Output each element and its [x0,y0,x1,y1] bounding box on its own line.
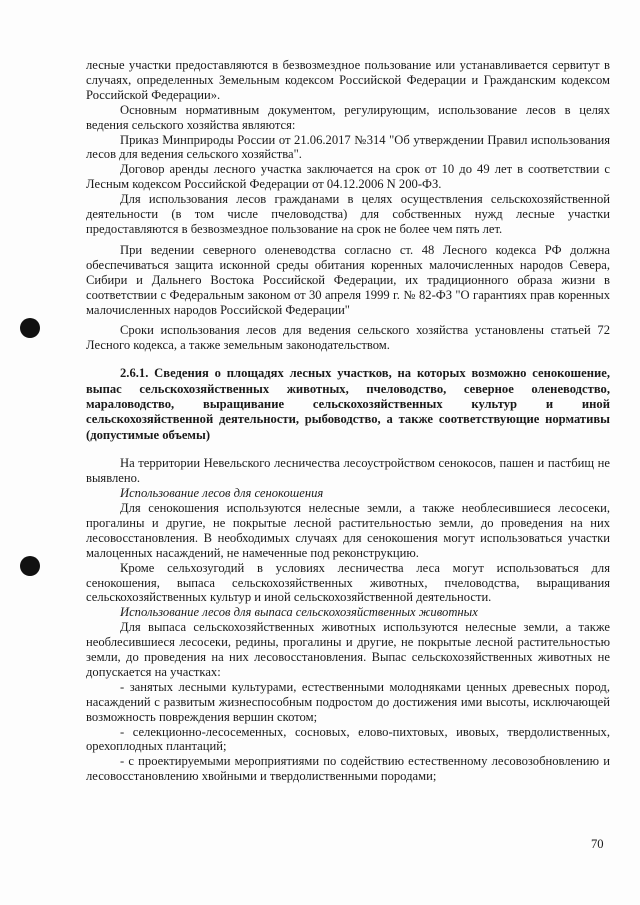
subheading-haymaking: Использование лесов для сенокошения [120,486,324,501]
paragraph-11: Для выпаса сельскохозяйственных животных используются нелесные земли, а также необлесившиеся лесосеки, редины, прогалины и другие, не покрытые лесной растительностью земли, до проведения на них лесовосстановления. Выпас сельскохозяйственных животных не допускается на участках: [86,620,610,679]
paragraph-8: На территории Невельского лесничества лесоустройством сенокосов, пашен и пастбищ не выявлено. [86,456,610,486]
paragraph-5: Для использования лесов гражданами в целях осуществления сельскохозяйственной деятельности (в том числе пчеловодства) для собственных нужд лесные участки предоставляются в безвозмездное пользование на срок не более чем пять лет. [86,192,610,236]
section-heading: 2.6.1. Сведения о площадях лесных участков, на которых возможно сенокошение, выпас сельскохозяйственных животных, пчеловодство, северное оленеводство, мараловодство, выращивание сельскохозяйственных культур и иной сельскохозяйственной деятельности, рыбоводство, а также соответствующие нормативы (допустимые объемы) [86,366,610,442]
list-item-1: - занятых лесными культурами, естественными молодняками ценных древесных пород, насаждений с развитым жизнеспособным подростом до достижения ими высоты, исключающей возможность повреждения вершин скотом; [86,679,610,724]
binder-hole-bottom [20,556,40,576]
subheading-grazing: Использование лесов для выпаса сельскохозяйственных животных [120,605,478,620]
paragraph-9: Для сенокошения используются нелесные земли, а также необлесившиеся лесосеки, прогалины и другие, не покрытые лесной растительностью земли, до проведения на них лесовосстановления. В необходимых случаях для сенокошения могут использоваться участки малоценных насаждений, не намеченные под реконструкцию. [86,500,610,560]
paragraph-2: Основным нормативным документом, регулирующим, использование лесов в целях ведения сельского хозяйства являются: [86,102,610,132]
paragraph-6: При ведении северного оленеводства согласно ст. 48 Лесного кодекса РФ должна обеспечиваться защита исконной среды обитания коренных малочисленных народов Севера, Сибири и Дальнего Востока Российской Федерации, их традиционного образа жизни в соответствии с Федеральным законом от 30 апреля 1999 г. № 82-ФЗ "О гарантиях прав коренных малочисленных народов Российской Федерации" [86,242,610,317]
paragraph-3: Приказ Минприроды России от 21.06.2017 №314 "Об утверждении Правил использования лесов для ведения сельского хозяйства". [86,132,610,162]
document-body [86,58,610,784]
binder-hole-top [20,318,40,338]
paragraph-7: Сроки использования лесов для ведения сельского хозяйства установлены статьей 72 Лесного кодекса, а также земельным законодательством. [86,323,610,353]
paragraph-1: лесные участки предоставляются в безвозмездное пользование или устанавливается сервитут в случаях, определенных Земельным кодексом Российской Федерации и Гражданским кодексом Российской Федерации». [86,58,610,102]
paragraph-4: Договор аренды лесного участка заключается на срок от 10 до 49 лет в соответствии с Лесным кодексом Российской Федерации от 04.12.2006 N 200-ФЗ. [86,162,610,192]
list-item-3: - с проектируемыми мероприятиями по содействию естественному лесовозобновлению и лесовосстановлению хвойными и твердолиственными породами; [86,754,610,784]
list-item-2: - селекционно-лесосеменных, сосновых, елово-пихтовых, ивовых, твердолиственных, орехоплодных плантаций; [86,724,610,754]
paragraph-10: Кроме сельхозугодий в условиях лесничества леса могут использоваться для сенокошения, выпаса сельскохозяйственных животных, пчеловодства, выращивания сельскохозяйственных культур и иной сельскохозяйственной деятельности. [86,560,610,605]
page-number: 70 [591,837,604,851]
